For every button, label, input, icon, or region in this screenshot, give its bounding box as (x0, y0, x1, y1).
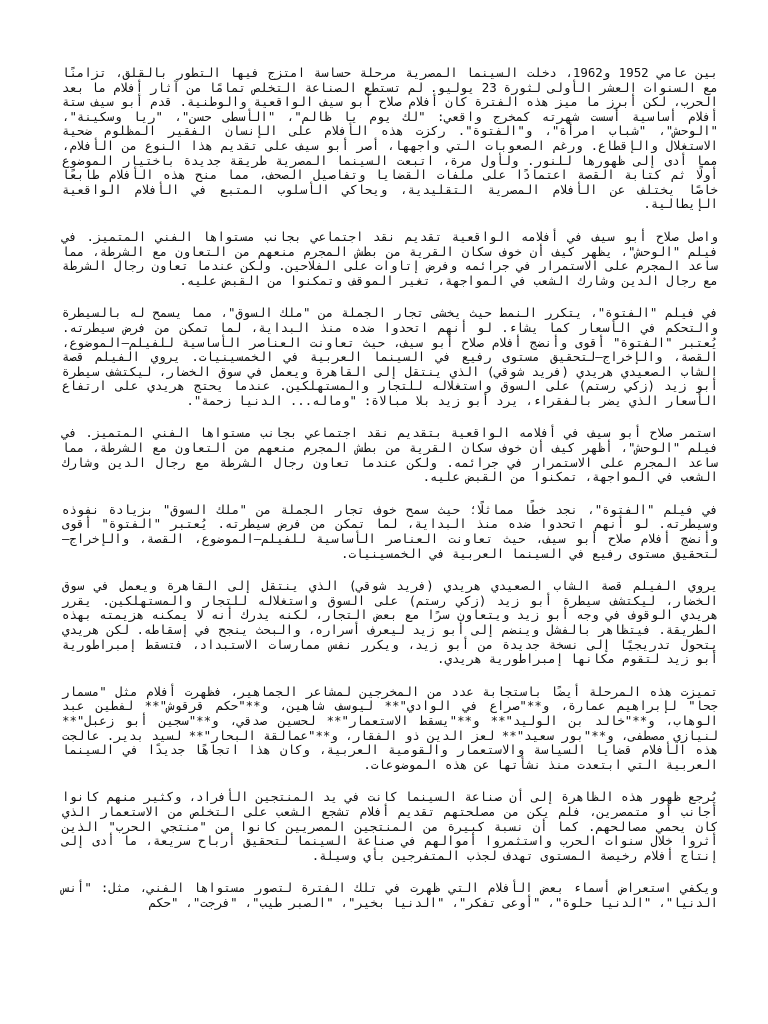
paragraph-al-wahsh-repeat: استمر صلاح أبو سيف في أفلامه الواقعية بتقديم نقد اجتماعي بجانب مستواها الفني المتميز. في فيلم "الوحش"، أظهر كيف أن خوف سكان القرية من بطش المجرم منعهم من التعاون مع الشرطة، مما ساعد المجرم على الاستمرار في جرائمه. ولكن عندما تعاون رجال الشرطة مع رجال الدين وشارك الشعب في المواجهة، تمكنوا من القبض عليه. (62, 425, 718, 485)
paragraph-1952-1962-realism: بين عامي 1952 و1962، دخلت السينما المصرية مرحلة حساسة امتزج فيها التطور بالقلق، تزامنًا مع السنوات العشر الأولى لثورة 23 يوليو. لم تستطع الصناعة التخلص تمامًا من آثار أفلام ما بعد الحرب، لكن أبرز ما ميز هذه الفترة كان أفلام صلاح أبو سيف الواقعية والوطنية. قدم أبو سيف ستة أفلام أساسية أسست شهرته كمخرج واقعي: "لك يوم يا ظالم"، "الأسطى حسن"، "ريا وسكينة"، "الوحش"، "شباب امرأة"، و"الفتوة". ركزت هذه الأفلام على الإنسان الفقير المظلوم ضحية الاستغلال والإقطاع. ورغم الصعوبات التي واجهها، أصر أبو سيف على تقديم هذا النوع من الأفلام، مما أدى إلى ظهورها للنور. ولأول مرة، اتبعت السينما المصرية طريقة جديدة باختيار الموضوع أولًا ثم كتابة القصة اعتمادًا على ملفات القضايا وتفاصيل الصحف، مما منح هذه الأفلام طابعًا خاصًا يختلف عن الأفلام المصرية التقليدية، ويحاكي الأسلوب المتبع في الأفلام الواقعية الإيطالية. (62, 65, 719, 212)
paragraph-political-films: تميزت هذه المرحلة أيضًا باستجابة عدد من المخرجين لمشاعر الجماهير، فظهرت أفلام مثل "مسمار جحا" لإبراهيم عمارة، و**"صراع في الوادي"** ليوسف شاهين، و**"حكم قرقوش"** لفطين عبد الوهاب، و**"خالد بن الوليد"** و**"يسقط الاستعمار"** لحسين صدقي، و**"سجين أبو زعبل"** لنيازي مصطفى، و**"بور سعيد"** لعز الدين ذو الفقار، و**"عمالقة البحار"** لسيد بدير. عالجت هذه الأفلام قضايا السياسة والاستعمار والقومية العربية، وكان هذا اتجاهًا جديدًا في السينما العربية التي ابتعدت منذ نشأتها عن هذه الموضوعات. (62, 683, 718, 772)
paragraph-al-wahsh-critique: واصل صلاح أبو سيف في أفلامه الواقعية تقديم نقد اجتماعي بجانب مستواها الفني المتميز. في فيلم "الوحش"، يظهر كيف أن خوف سكان القرية من بطش المجرم منعهم من التعاون مع الشرطة، مما ساعد المجرم على الاستمرار في جرائمه وفرض إتاوات على الفلاحين. ولكن عندما تعاون رجال الشرطة مع رجال الدين وشارك الشعب في المواجهة، تغير الموقف وتمكنوا من القبض عليه. (62, 228, 718, 288)
paragraph-producers: يُرجع ظهور هذه الظاهرة إلى أن صناعة السينما كانت في يد المنتجين الأفراد، وكثير منهم كانوا أجانب أو متمصرين، فلم يكن من مصلحتهم تقديم أفلام تشجع الشعب على التخلص من الاستعمار الذي كان يحمي مصالحهم. كما أن نسبة كبيرة من المنتجين المصريين كانوا من "منتجي الحرب" الذين أثروا خلال سنوات الحرب واستثمروا أموالهم في صناعة السينما لتحقيق أرباح سريعة، ما أدى إلى إنتاج أفلام رخيصة المستوى تهدف لجذب المتفرجين بأي وسيلة. (62, 789, 718, 863)
paragraph-al-fetewa-plot: في فيلم "الفتوة"، يتكرر النمط حيث يخشى تجار الجملة من "ملك السوق"، مما يسمح له بالسيطرة والتحكم في الأسعار كما يشاء. لو أنهم اتحدوا ضده منذ البداية، لما تمكن من فرض سيطرته. يُعتبر "الفتوة" أقوى وأنضج أفلام صلاح أبو سيف، حيث تعاونت العناصر الأساسية للفيلم—الموضوع، القصة، والإخراج—لتحقيق مستوى رفيع في السينما العربية في الخمسينيات. يروي الفيلم قصة الشاب الصعيدي هريدي (فريد شوقي) الذي ينتقل إلى القاهرة ويعمل في سوق الخضار، ليكتشف سيطرة أبو زيد (زكي رستم) على السوق واستغلاله للتجار والمستهلكين. عندما يحتج هريدي على ارتفاع الأسعار الذي يضر بالفقراء، يرد أبو زيد بلا مبالاة: "وماله... الدنيا زحمة". (62, 305, 718, 408)
document-page (62, 66, 718, 929)
paragraph-al-fetewa-repeat: في فيلم "الفتوة"، نجد خطًا مماثلًا؛ حيث سمح خوف تجار الجملة من "ملك السوق" بزيادة نفوذه وسيطرته. لو أنهم اتحدوا ضده منذ البداية، لما تمكن من فرض سيطرته. يُعتبر "الفتوة" أقوى وأنضج أفلام صلاح أبو سيف، حيث تعاونت العناصر الأساسية للفيلم—الموضوع، القصة، والإخراج—لتحقيق مستوى رفيع في السينما العربية في الخمسينيات. (62, 501, 718, 561)
paragraph-hereidi-story: يروي الفيلم قصة الشاب الصعيدي هريدي (فريد شوقي) الذي ينتقل إلى القاهرة ويعمل في سوق الخضار، ليكتشف سيطرة أبو زيد (زكي رستم) على السوق واستغلاله للتجار والمستهلكين. يقرر هريدي الوقوف في وجه أبو زيد ويتعاون سرًا مع بعض التجار، لكنه يدرك أنه لا يمكنه هزيمته بهذه الطريقة. فيتظاهر بالفشل وينضم إلى أبو زيد ليعرف أسراره، والبحث ينجح في إسقاطه. لكن هريدي يتحول تدريجيًا إلى نسخة جديدة من أبو زيد، ويكرر نفس ممارسات الاستبداد، فتسقط إمبراطورية أبو زيد لتقوم مكانها إمبراطورية هريدي. (62, 578, 718, 667)
paragraph-film-titles: ويكفي استعراض أسماء بعض الأفلام التي ظهرت في تلك الفترة لتصور مستواها الفني، مثل: "أنس الدنيا"، "الدنيا حلوة"، "أوعى تفكر"، "الدنيا بخير"، "الصبر طيب"، "فرجت"، "حكم (62, 880, 718, 910)
